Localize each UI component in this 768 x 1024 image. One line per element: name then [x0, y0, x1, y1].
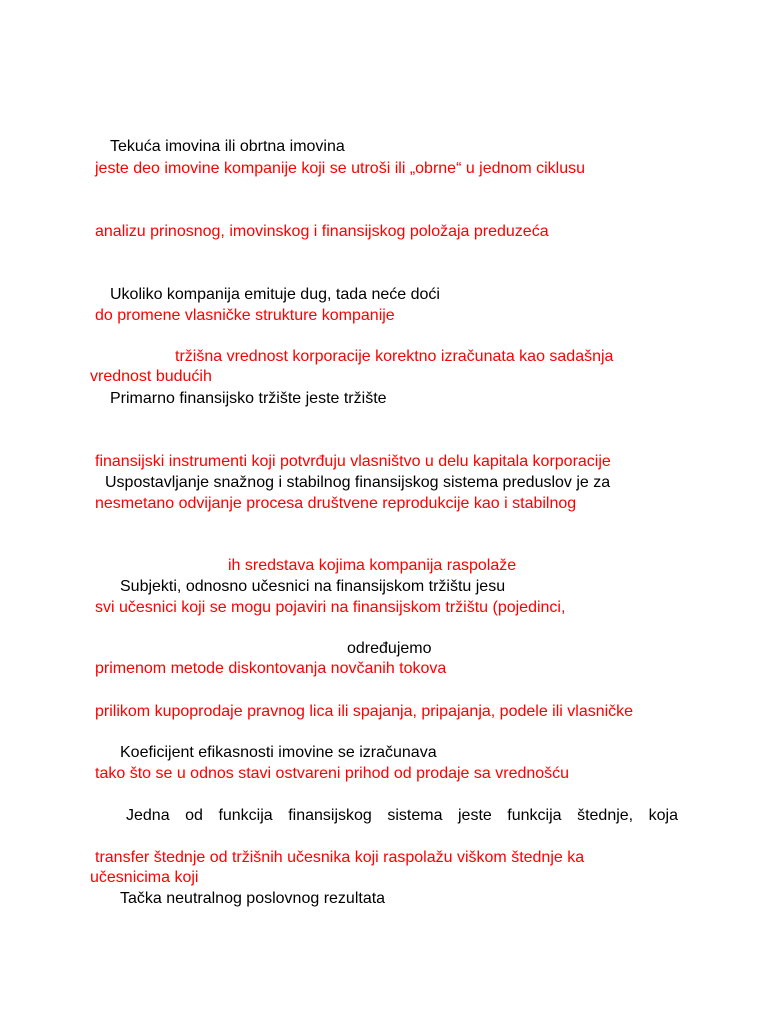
question-determine: određujemo	[347, 640, 432, 657]
answer-savings-function-line2: učesnicima koji	[90, 869, 199, 886]
question-market-participants: Subjekti, odnosno učesnici na finansijskom tržištu jesu	[120, 578, 506, 595]
question-financial-system: Uspostavljanje snažnog i stabilnog finansijskog sistema preduslov je za	[105, 474, 611, 491]
question-break-even: Tačka neutralnog poslovnog rezultata	[120, 890, 386, 907]
answer-debt-issuance: do promene vlasničke strukture kompanije	[95, 307, 395, 324]
answer-current-assets: jeste deo imovine kompanije koji se utroši ili „obrne“ u jednom ciklusu	[95, 160, 586, 177]
answer-financial-system-line2: ih sredstava kojima kompanija raspolaže	[228, 557, 517, 574]
answer-market-participants: svi učesnici koji se mogu pojaviri na finansijskom tržištu (pojedinci,	[95, 599, 566, 616]
question-current-assets: Tekuća imovina ili obrtna imovina	[110, 138, 345, 155]
answer-financial-analysis: analizu prinosnog, imovinskog i finansijskog položaja preduzeća	[95, 223, 549, 240]
answer-savings-function-line1: transfer štednje od tržišnih učesnika koji raspolažu viškom štednje ka	[95, 849, 585, 866]
answer-asset-efficiency: tako što se u odnos stavi ostvareni prihod od prodaje sa vrednošću	[95, 765, 570, 782]
answer-market-value-line1: tržišna vrednost korporacije korektno izračunata kao sadašnja	[175, 348, 614, 365]
answer-primary-market: finansijski instrumenti koji potvrđuju vlasništvo u delu kapitala korporacije	[95, 453, 611, 470]
answer-market-value-line2: vrednost budućih	[90, 368, 212, 385]
question-primary-market: Primarno finansijsko tržište jeste tržište	[110, 390, 387, 407]
question-asset-efficiency: Koeficijent efikasnosti imovine se izračunava	[120, 744, 437, 761]
question-debt-issuance: Ukoliko kompanija emituje dug, tada neće doći	[110, 286, 440, 303]
answer-purchase-sale: prilikom kupoprodaje pravnog lica ili spajanja, pripajanja, podele ili vlasničke	[95, 703, 634, 720]
question-savings-function: Jedna od funkcija finansijskog sistema jeste funkcija štednje, koja	[126, 807, 678, 824]
answer-financial-system-line1: nesmetano odvijanje procesa društvene reprodukcije kao i stabilnog	[95, 495, 577, 512]
answer-determine: primenom metode diskontovanja novčanih tokova	[95, 660, 447, 677]
